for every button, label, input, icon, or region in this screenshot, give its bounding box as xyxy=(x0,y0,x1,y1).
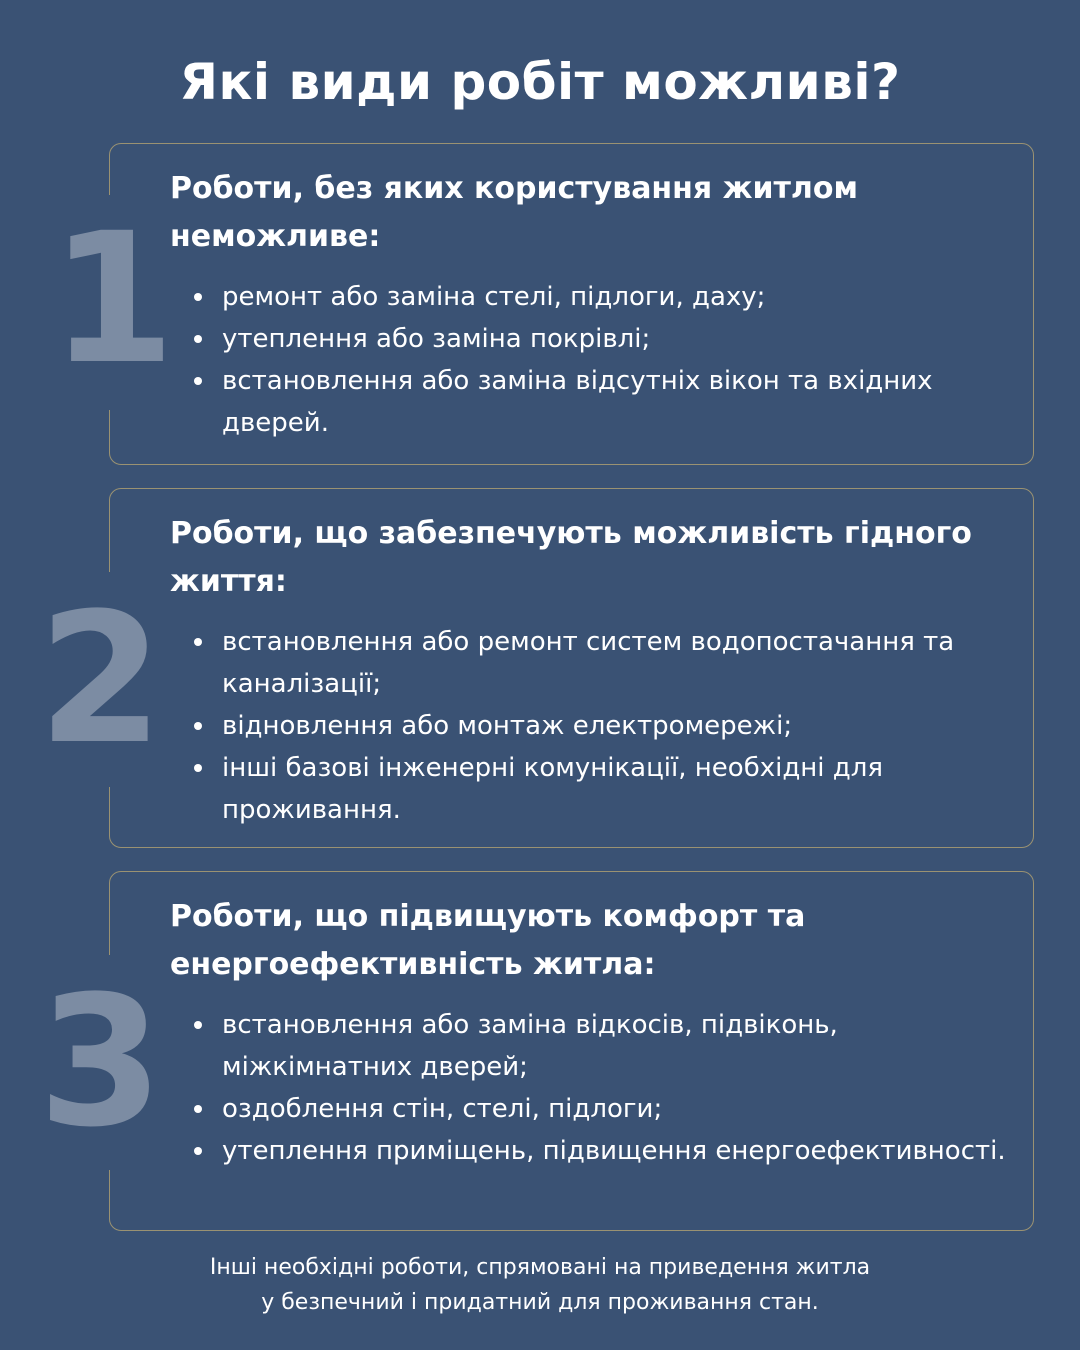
list-item-text: утеплення приміщень, підвищення енергоефективності. xyxy=(222,1136,1006,1166)
bullet-icon xyxy=(194,293,202,301)
list-item xyxy=(190,705,1020,747)
section-number-2: 2 xyxy=(38,572,163,787)
section-heading-3: Роботи, що підвищують комфорт та енергоефективність житла: xyxy=(170,899,806,982)
list-item-text: встановлення або ремонт систем водопостачання та каналізації; xyxy=(222,627,955,699)
list-item xyxy=(190,1130,1020,1172)
list-item-text: відновлення або монтаж електромережі; xyxy=(222,711,793,741)
footer-line-1: Інші необхідні роботи, спрямовані на приведення житла xyxy=(209,1255,871,1280)
list-item-text: утеплення або заміна покрівлі; xyxy=(222,324,651,354)
list-item xyxy=(190,1088,1020,1130)
footer-line-2: у безпечний і придатний для проживання стан. xyxy=(261,1290,819,1315)
list-item xyxy=(190,621,1020,705)
bullet-icon xyxy=(194,764,202,772)
list-item xyxy=(190,318,1020,360)
list-item xyxy=(190,360,1020,444)
section-list-2 xyxy=(190,621,1020,831)
bullet-icon xyxy=(194,1021,202,1029)
section-number-3: 3 xyxy=(38,955,163,1170)
list-item-text: встановлення або заміна відкосів, підвіконь, міжкімнатних дверей; xyxy=(222,1010,838,1082)
list-item xyxy=(190,276,1020,318)
section-number-1: 1 xyxy=(50,195,150,410)
list-item xyxy=(190,1004,1020,1088)
list-item-text: інші базові інженерні комунікації, необхідні для проживання. xyxy=(222,753,884,825)
list-item-text: встановлення або заміна відсутніх вікон та вхідних дверей. xyxy=(222,366,933,438)
bullet-icon xyxy=(194,1105,202,1113)
page-title: Які види робіт можливі? xyxy=(179,53,901,111)
bullet-icon xyxy=(194,638,202,646)
list-item-text: ремонт або заміна стелі, підлоги, даху; xyxy=(222,282,766,312)
list-item-text: оздоблення стін, стелі, підлоги; xyxy=(222,1094,663,1124)
list-item xyxy=(190,747,1020,831)
bullet-icon xyxy=(194,377,202,385)
section-list-3 xyxy=(190,1004,1020,1172)
section-heading-1: Роботи, без яких користування житлом неможливе: xyxy=(170,171,858,254)
section-heading-2: Роботи, що забезпечують можливість гідного життя: xyxy=(170,516,972,599)
bullet-icon xyxy=(194,722,202,730)
footer-note xyxy=(0,1250,1080,1320)
bullet-icon xyxy=(194,1147,202,1155)
bullet-icon xyxy=(194,335,202,343)
section-list-1 xyxy=(190,276,1020,444)
